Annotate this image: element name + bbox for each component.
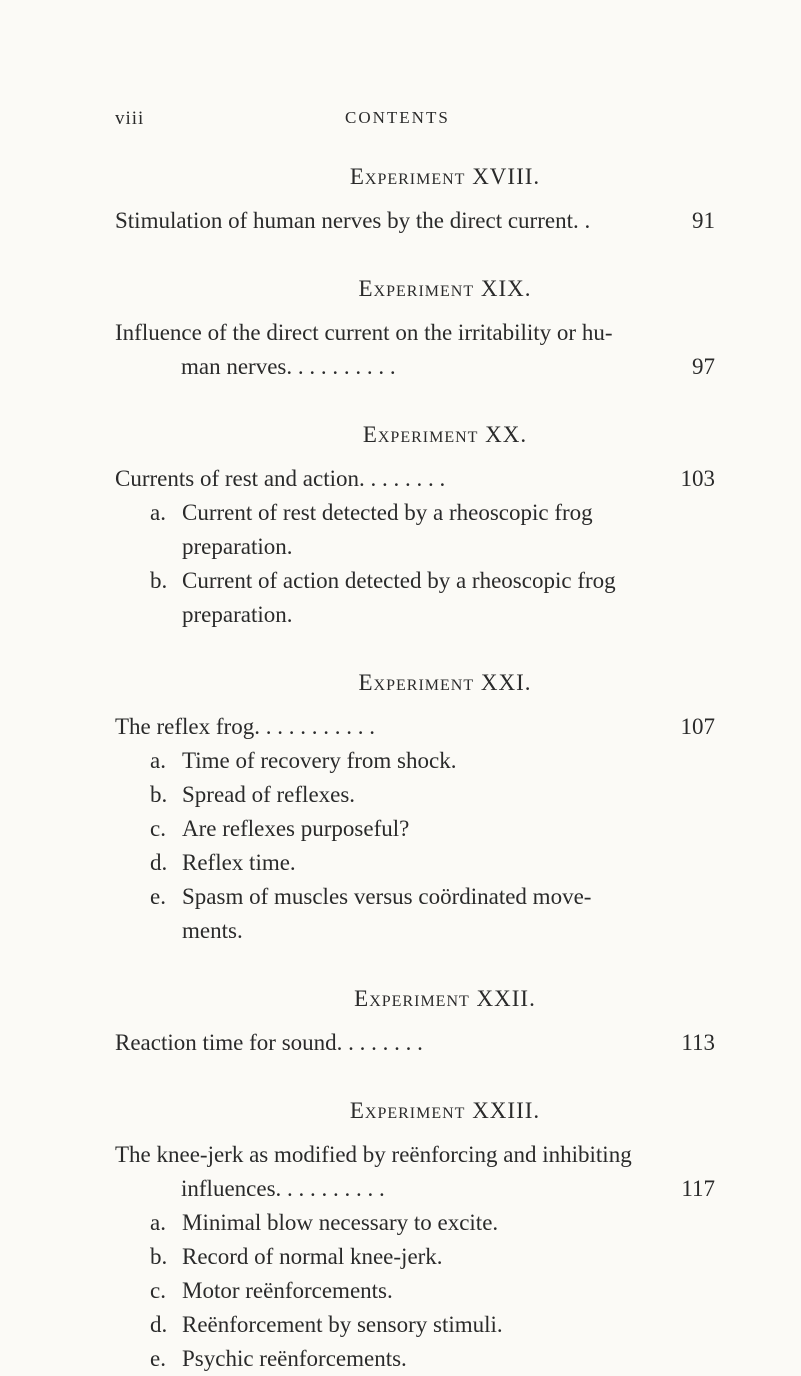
section-heading: Experiment XIX.	[358, 276, 532, 301]
item-text: Current of rest detected by a rheoscopic frog preparation.	[182, 500, 593, 559]
running-head-title: CONTENTS	[345, 108, 450, 127]
contents-body	[115, 160, 715, 1376]
item-letter: e.	[150, 1346, 166, 1371]
item-text: Motor reënforcements.	[182, 1278, 393, 1303]
entry-page-number: 97	[692, 354, 715, 379]
section-heading: Experiment XXII.	[354, 986, 536, 1011]
entry-title-continuation: man nerves.	[181, 354, 293, 379]
entry-page-number: 103	[680, 466, 715, 491]
item-letter: d.	[150, 850, 168, 875]
section-heading: Experiment XX.	[362, 422, 528, 447]
item-text: Time of recovery from shock.	[182, 748, 457, 773]
item-text: Psychic reënforcements.	[182, 1346, 407, 1371]
item-text: Spasm of muscles versus coördinated move-ments.	[182, 884, 592, 943]
section-heading: Experiment XXI.	[358, 670, 532, 695]
item-letter: a.	[150, 500, 166, 525]
entry-title-line: The knee-jerk as modified by reënforcing and inhibiting	[115, 1142, 632, 1167]
item-letter: b.	[150, 568, 168, 593]
item-letter: a.	[150, 1210, 166, 1235]
list-item	[115, 1274, 715, 1308]
item-letter: c.	[150, 816, 166, 841]
item-text: Reflex time.	[182, 850, 296, 875]
entry-title: The reflex frog.	[115, 714, 260, 739]
leader-dots: .	[578, 208, 591, 233]
entry-title-continuation: influences.	[181, 1176, 282, 1201]
section-experiment-xxii	[115, 982, 715, 1060]
section-heading: Experiment XXIII.	[349, 1098, 541, 1123]
leader-dots: . . . . . . .	[342, 1030, 423, 1055]
entry-title-line: Influence of the direct current on the irritability or hu-	[115, 320, 613, 345]
contents-entry	[115, 710, 715, 744]
section-experiment-xviii	[115, 160, 715, 238]
item-text: Are reflexes purposeful?	[182, 816, 410, 841]
list-item	[115, 846, 715, 880]
list-item	[115, 564, 715, 632]
section-experiment-xxi	[115, 666, 715, 948]
item-text: Reënforcement by sensory stimuli.	[182, 1312, 503, 1337]
entry-page-number: 91	[692, 208, 715, 233]
contents-entry	[115, 462, 715, 496]
list-item	[115, 1308, 715, 1342]
item-letter: e.	[150, 884, 166, 909]
page-folio: viii	[115, 108, 145, 129]
item-text: Record of normal knee-jerk.	[182, 1244, 443, 1269]
list-item	[115, 778, 715, 812]
list-item	[115, 496, 715, 564]
list-item	[115, 880, 715, 948]
item-text: Spread of reflexes.	[182, 782, 356, 807]
section-heading: Experiment XVIII.	[349, 164, 541, 189]
item-letter: c.	[150, 1278, 166, 1303]
item-letter: d.	[150, 1312, 168, 1337]
leader-dots: . . . . . . . . .	[292, 354, 396, 379]
contents-entry	[115, 1172, 715, 1206]
item-text: Current of action detected by a rheoscopic frog preparation.	[182, 568, 616, 627]
item-letter: a.	[150, 748, 166, 773]
entry-title: Reaction time for sound.	[115, 1030, 343, 1055]
item-letter: b.	[150, 782, 168, 807]
section-experiment-xxiii	[115, 1094, 715, 1376]
leader-dots: . . . . . . . . . .	[259, 714, 375, 739]
running-head	[0, 108, 801, 132]
list-item	[115, 1206, 715, 1240]
section-experiment-xx	[115, 418, 715, 632]
section-experiment-xix	[115, 272, 715, 384]
leader-dots: . . . . . . . . .	[281, 1176, 385, 1201]
contents-entry	[115, 1026, 715, 1060]
item-text: Minimal blow necessary to excite.	[182, 1210, 499, 1235]
entry-title: Stimulation of human nerves by the direct current.	[115, 208, 579, 233]
entry-page-number: 107	[680, 714, 715, 739]
list-item	[115, 812, 715, 846]
item-letter: b.	[150, 1244, 168, 1269]
list-item	[115, 744, 715, 778]
leader-dots: . . . . . . .	[364, 466, 446, 491]
entry-page-number: 113	[681, 1030, 715, 1055]
contents-entry	[115, 204, 715, 238]
entry-page-number: 117	[681, 1176, 715, 1201]
list-item	[115, 1342, 715, 1376]
contents-entry	[115, 350, 715, 384]
entry-title: Currents of rest and action.	[115, 466, 365, 491]
list-item	[115, 1240, 715, 1274]
